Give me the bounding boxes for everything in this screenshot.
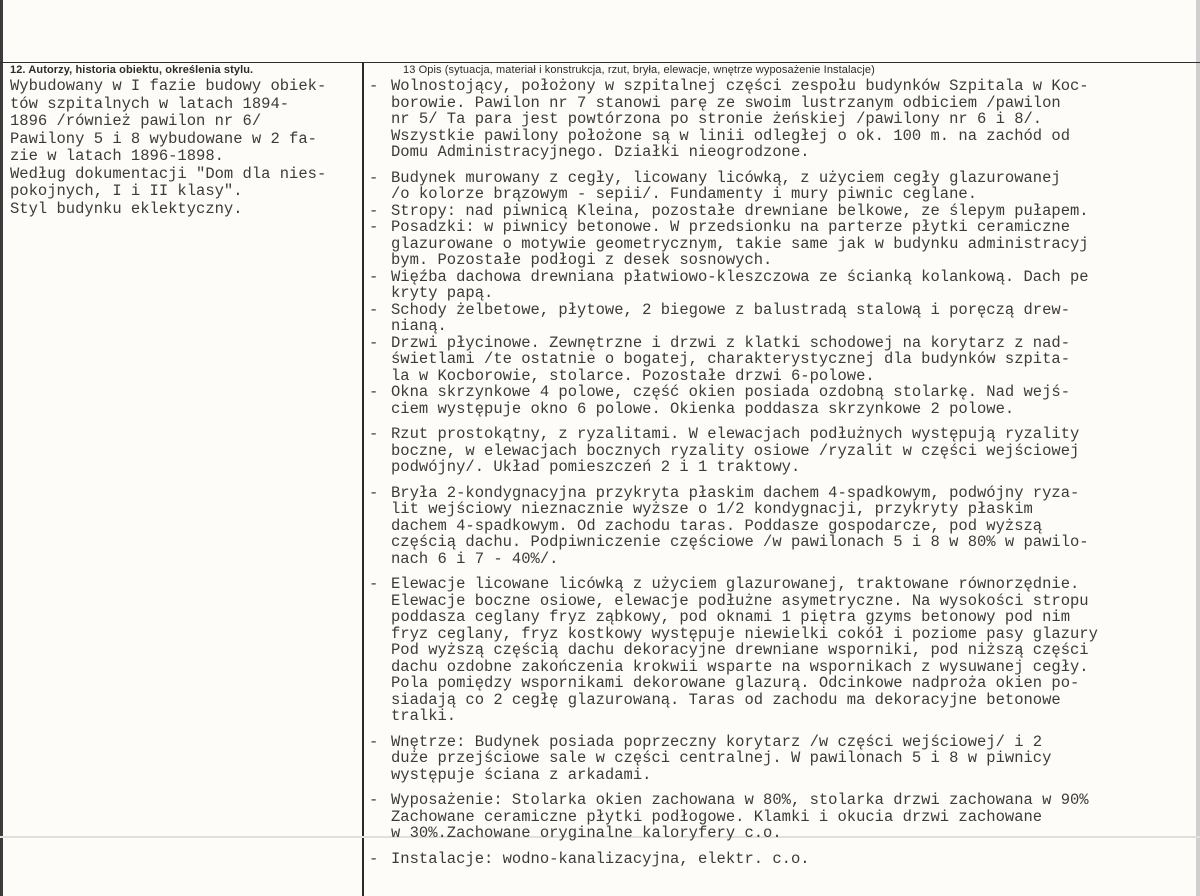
text-line: glazurowane o motywie geometrycznym, takie same jak w budynku administracyj: [391, 234, 1089, 253]
text-line: Zachowane ceramiczne płytki podłogowe. Klamki i okucia drzwi zachowane: [391, 807, 1043, 826]
bullet-dash: -: [369, 425, 379, 443]
paragraph-body: [391, 851, 1195, 868]
description-paragraph: [369, 792, 1195, 842]
description-paragraph: [369, 269, 1195, 302]
text-line: w 30%.Zachowane oryginalne kaloryfery c.o.: [391, 824, 782, 842]
description-paragraph: [369, 170, 1195, 203]
text-line: Wnętrze: Budynek posiada poprzeczny korytarz /w części wejściowej/ i 2: [391, 732, 1043, 751]
bullet-dash: -: [369, 201, 379, 220]
text-line: Posadzki: w piwnicy betonowe. W przedsionku na parterze płytki ceramiczne: [391, 218, 1071, 236]
paragraph-body: [391, 485, 1195, 568]
bullet-dash: -: [369, 168, 379, 187]
bullet-dash: -: [369, 791, 379, 809]
text-line: borowie. Pawilon nr 7 stanowi parę ze swoim lustrzanym odbiciem /pawilon: [391, 93, 1061, 112]
text-line: boczne, w elewacjach bocznych ryzality osiowe /ryzalit w części wejściowej: [391, 441, 1080, 460]
section-13-text: [369, 78, 1195, 876]
section-12-text: [10, 78, 360, 218]
description-paragraph: [369, 851, 1195, 868]
text-line: Rzut prostokątny, z ryzalitami. W elewacjach podłużnych występują ryzality: [391, 425, 1080, 443]
paragraph-body: [391, 384, 1195, 417]
text-line: Wybudowany w I fazie budowy obiek-: [10, 77, 327, 95]
text-line: nianą.: [391, 317, 447, 335]
description-paragraph: [369, 426, 1195, 476]
bullet-dash: -: [369, 575, 379, 593]
text-line: /o kolorze brązowym - sepii/. Fundamenty i mury piwnic ceglane.: [391, 185, 977, 203]
text-line: lit wejściowy nieznacznie wyższe o 1/2 kondygnacji, przykryty płaskim: [391, 500, 1033, 518]
paragraph-body: [391, 576, 1195, 725]
paragraph-body: [391, 792, 1195, 842]
text-line: Drzwi płycinowe. Zewnętrzne i drzwi z klatki schodowej na korytarz z nad-: [391, 333, 1071, 352]
text-line: zie w latach 1896-1898.: [10, 147, 224, 165]
text-line: Okna skrzynkowe 4 polowe, część okien posiada ozdobną stolarkę. Nad wejś-: [391, 383, 1071, 401]
description-paragraph: [369, 219, 1195, 269]
text-line: Stropy: nad piwnicą Kleina, pozostałe drewniane belkowe, ze ślepym pułapem.: [391, 201, 1089, 220]
bullet-dash: -: [369, 333, 379, 352]
text-line: la w Kocborowie, stolarce. Pozostałe drzwi 6-polowe.: [391, 366, 875, 385]
bullet-dash: -: [369, 77, 379, 95]
text-line: tralki.: [391, 707, 457, 725]
paragraph-body: [391, 219, 1195, 269]
paragraph-body: [391, 335, 1195, 385]
text-line: Schody żelbetowe, płytowe, 2 biegowe z balustradą stalową i poręczą drew-: [391, 300, 1071, 319]
description-paragraph: [369, 576, 1195, 725]
description-paragraph: [369, 734, 1195, 784]
text-line: kryty papą.: [391, 284, 494, 302]
text-line: częścią dachu. Podpiwniczenie częściowe /w pawilonach 5 i 8 w 80% w pawilo-: [391, 533, 1089, 551]
description-paragraph: [369, 203, 1195, 220]
paragraph-body: [391, 170, 1195, 203]
text-line: Wyposażenie: Stolarka okien zachowana w 80%, stolarka drzwi zachowana w 90%: [391, 791, 1089, 809]
text-line: Pod wyższą częścią dachu dekoracyjne drewniane wsporniki, pod niższą części: [391, 641, 1089, 659]
paragraph-body: [391, 203, 1195, 220]
text-line: Według dokumentacji "Dom dla nies-: [10, 164, 327, 183]
column-divider: [362, 62, 364, 896]
text-line: fryz ceglany, fryz kostkowy występuje niewielki cokół i poziome pasy glazury: [391, 624, 1098, 643]
text-line: Wolnostojący, położony w szpitalnej części zespołu budynków Szpitala w Koc-: [391, 77, 1089, 95]
header-rule: [0, 62, 1200, 63]
text-line: Instalacje: wodno-kanalizacyjna, elektr. c.o.: [391, 849, 810, 868]
text-line: pokojnych, I i II klasy".: [10, 182, 243, 200]
text-line: Wszystkie pawilony położone są w linii odległej o ok. 100 m. na zachód od: [391, 126, 1071, 145]
paragraph-body: [391, 302, 1195, 335]
text-line: dachu ozdobne zakończenia krokwii wsparte na wspornikach z wysuwanej cegły.: [391, 657, 1089, 676]
paragraph-body: [391, 269, 1195, 302]
page-edge-left: [0, 0, 3, 896]
text-line: Bryła 2-kondygnacyjna przykryta płaskim dachem 4-spadkowym, podwójny ryza-: [391, 483, 1080, 502]
bullet-dash: -: [369, 483, 379, 502]
description-paragraph: [369, 78, 1195, 161]
bullet-dash: -: [369, 267, 379, 286]
text-line: Elewacje boczne osiowe, elewacje podłużne asymetryczne. Na wysokości stropu: [391, 591, 1089, 610]
text-line: bym. Pozostałe podłogi z desek sosnowych.: [391, 251, 773, 269]
text-line: Domu Administracyjnego. Działki nieogrodzone.: [391, 143, 810, 161]
text-line: dachem 4-spadkowym. Od zachodu taras. Poddasze gospodarcze, pod wyższą: [391, 516, 1043, 535]
bullet-dash: -: [369, 732, 379, 751]
text-line: 1896 /również pawilon nr 6/: [10, 112, 262, 130]
text-line: poddasza ceglany fryz ząbkowy, pod oknami 1 piętra gzyms betonowy pod nim: [391, 608, 1071, 626]
text-line: podwójny/. Układ pomieszczeń 2 i 1 traktowy.: [391, 458, 801, 476]
text-line: duże przejściowe sale w części centralnej. W pawilonach 5 i 8 w piwnicy: [391, 749, 1052, 767]
paragraph-body: [391, 734, 1195, 784]
text-line: Więźba dachowa drewniana płatwiowo-kleszczowa ze ścianką kolankową. Dach pe: [391, 267, 1089, 286]
text-line: siadają co 2 cegłę glazurowaną. Taras od zachodu ma dekoracyjne betonowe: [391, 690, 1061, 709]
paragraph-body: [391, 426, 1195, 476]
bullet-dash: -: [369, 300, 379, 319]
section-12-header: 12. Autorzy, historia obiektu, określenia stylu.: [10, 64, 254, 76]
text-line: Pola pomiędzy wspornikami dekorowane glazurą. Odcinkowe nadproża okien po-: [391, 674, 1080, 692]
page-edge-right: [1196, 0, 1200, 896]
text-line: Pawilony 5 i 8 wybudowane w 2 fa-: [10, 129, 317, 148]
text-line: Budynek murowany z cegły, licowany licówką, z użyciem cegły glazurowanej: [391, 168, 1061, 187]
description-paragraph: [369, 384, 1195, 417]
paragraph-body: [391, 78, 1195, 161]
bullet-dash: -: [369, 218, 379, 236]
text-line: świetlami /te ostatnie o bogatej, charakterystycznej dla budynków szpita-: [391, 350, 1071, 368]
text-line: występuje ściana z arkadami.: [391, 765, 652, 784]
description-paragraph: [369, 302, 1195, 335]
text-line: nach 6 i 7 - 40%/.: [391, 549, 559, 568]
section-13-header: 13 Opis (sytuacja, materiał i konstrukcja, rzut, bryła, elewacje, wnętrze wyposażenie Instalacje): [403, 64, 875, 76]
text-line: ciem występuje okno 6 polowe. Okienka poddasza skrzynkowe 2 polowe.: [391, 399, 1015, 418]
text-line: nr 5/ Ta para jest powtórzona po stronie żeńskiej /pawilony nr 6 i 8/.: [391, 110, 1043, 128]
text-line: Styl budynku eklektyczny.: [10, 199, 243, 218]
description-paragraph: [369, 485, 1195, 568]
text-line: tów szpitalnych w latach 1894-: [10, 94, 290, 113]
text-line: Elewacje licowane licówką z użyciem glazurowanej, traktowane równorzędnie.: [391, 575, 1080, 593]
bullet-dash: -: [369, 383, 379, 401]
bullet-dash: -: [369, 849, 379, 868]
description-paragraph: [369, 335, 1195, 385]
